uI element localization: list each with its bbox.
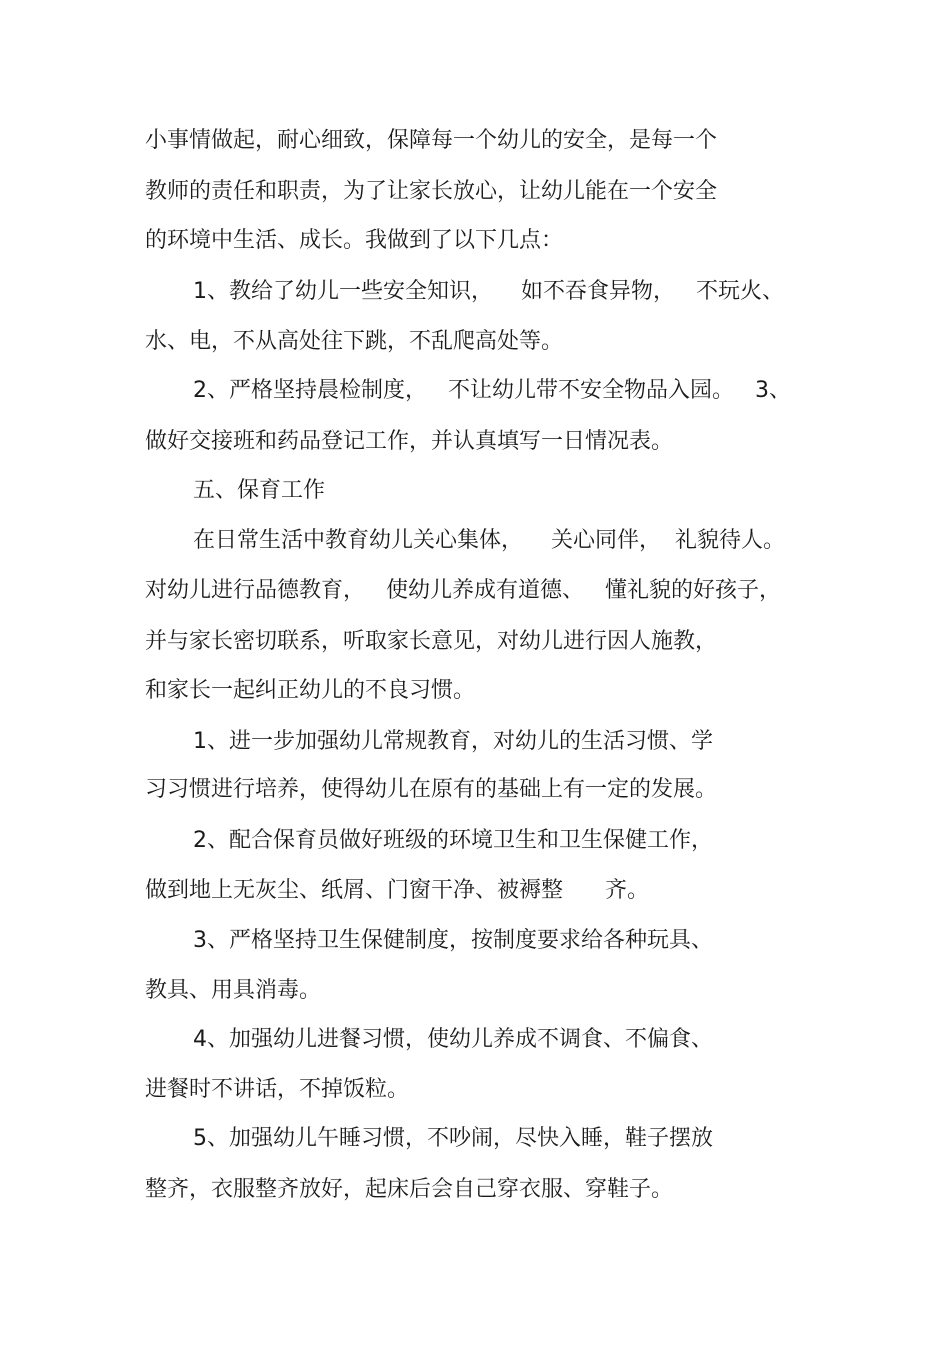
text-line: 1、进一步加强幼儿常规教育，对幼儿的生活习惯、学	[193, 729, 713, 754]
text-line: 和家长一起纠正幼儿的不良习惯。	[145, 678, 476, 703]
text-line: 教师的责任和职责，为了让家长放心，让幼儿能在一个安全	[145, 179, 718, 204]
text-line: 的环境中生活、成长。我做到了以下几点：	[145, 228, 564, 253]
text-line: 习习惯进行培养，使得幼儿在原有的基础上有一定的发展。	[145, 777, 718, 802]
text-line: 教具、用具消毒。	[145, 978, 322, 1003]
text-line: 进餐时不讲话，不掉饭粒。	[145, 1077, 410, 1102]
section-heading: 五、保育工作	[193, 478, 326, 503]
text-line: 小事情做起，耐心细致，保障每一个幼儿的安全，是每一个	[145, 128, 718, 153]
text-line: 2、配合保育员做好班级的环境卫生和卫生保健工作，	[193, 828, 713, 853]
text-line: 在日常生活中教育幼儿关心集体， 关心同伴， 礼貌待人。	[193, 528, 785, 553]
text-line: 做到地上无灰尘、纸屑、门窗干净、被褥整 齐。	[145, 878, 649, 903]
text-line: 整齐，衣服整齐放好，起床后会自己穿衣服、穿鞋子。	[145, 1177, 674, 1202]
text-line: 水、电，不从高处往下跳，不乱爬高处等。	[145, 329, 564, 354]
text-line: 1、教给了幼儿一些安全知识， 如不吞食异物， 不玩火、	[193, 279, 784, 304]
text-line: 3、严格坚持卫生保健制度，按制度要求给各种玩具、	[193, 928, 713, 953]
text-line: 做好交接班和药品登记工作，并认真填写一日情况表。	[145, 429, 674, 454]
text-line: 对幼儿进行品德教育， 使幼儿养成有道德、 懂礼貌的好孩子，	[145, 578, 781, 603]
text-line: 5、加强幼儿午睡习惯，不吵闹，尽快入睡，鞋子摆放	[193, 1126, 713, 1151]
text-line: 并与家长密切联系，听取家长意见，对幼儿进行因人施教，	[145, 629, 718, 654]
text-line: 2、严格坚持晨检制度， 不让幼儿带不安全物品入园。 3、	[193, 378, 791, 403]
text-line: 4、加强幼儿进餐习惯，使幼儿养成不调食、不偏食、	[193, 1027, 713, 1052]
